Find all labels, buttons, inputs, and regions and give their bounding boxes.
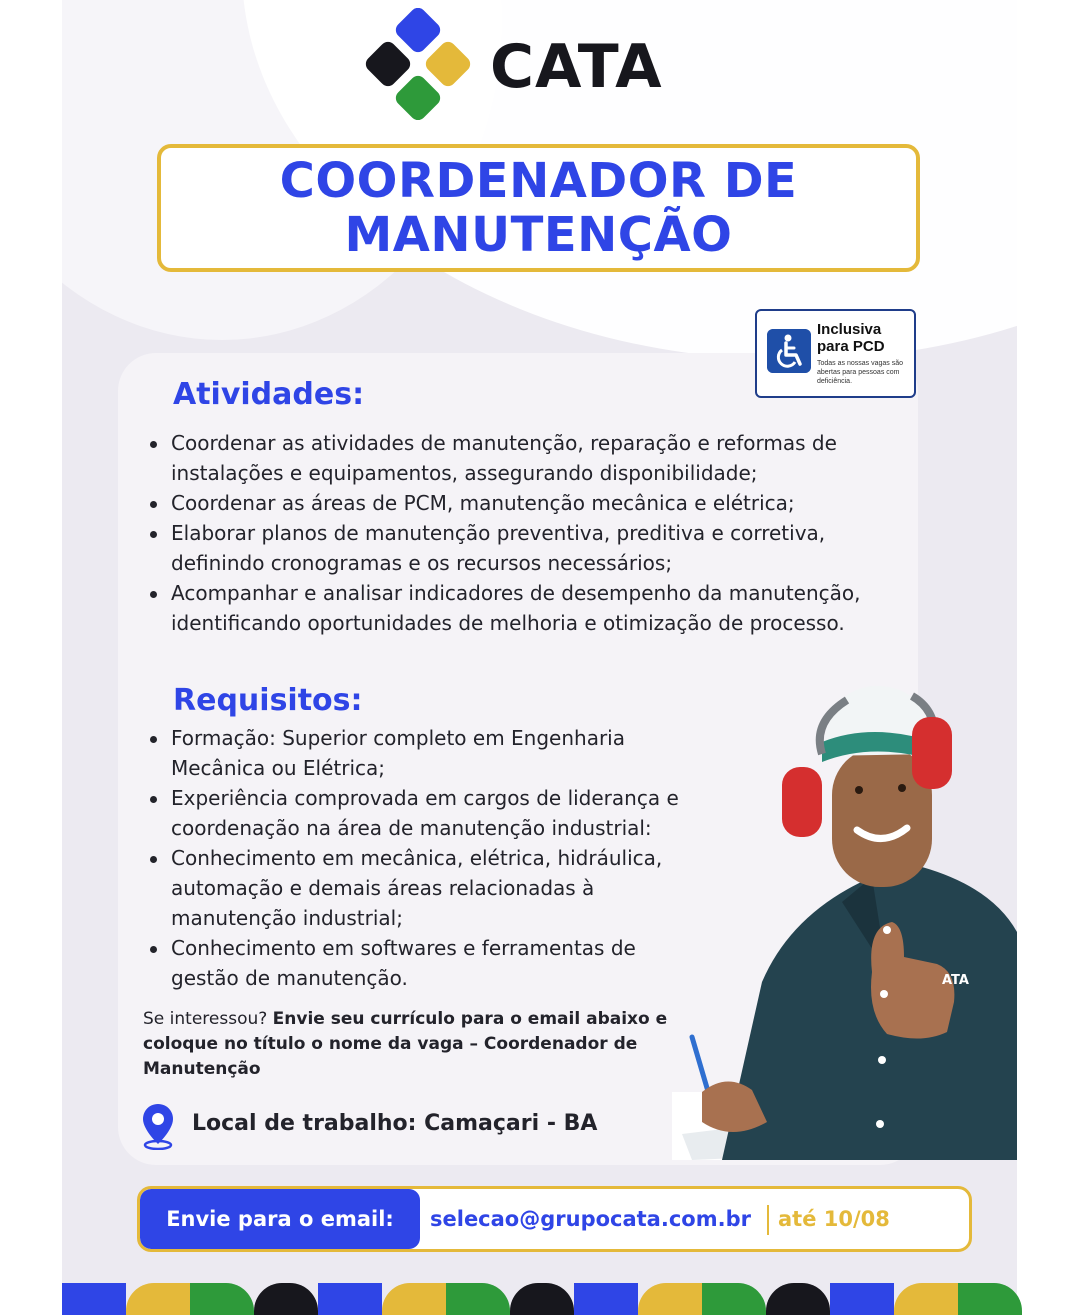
list-item: Coordenar as atividades de manutenção, reparação e reformas de instalações e equipamentos, assegurando disponibilidade; bbox=[147, 428, 877, 488]
worker-photo bbox=[672, 672, 1017, 1160]
email-address-link[interactable]: selecao@grupocata.com.br bbox=[430, 1207, 751, 1231]
job-title-line-1: COORDENADOR DE bbox=[279, 153, 798, 209]
list-item: Elaborar planos de manutenção preventiva, preditiva e corretiva, definindo cronogramas e os recursos necessários; bbox=[147, 518, 877, 578]
cata-logo-icon bbox=[362, 8, 474, 120]
email-label: Envie para o email: bbox=[140, 1189, 420, 1249]
work-location: Local de trabalho: Camaçari - BA bbox=[192, 1111, 598, 1136]
cta-lead: Se interessou? bbox=[143, 1009, 273, 1029]
list-item: Formação: Superior completo em Engenharia Mecânica ou Elétrica; bbox=[147, 723, 702, 783]
pattern-tile bbox=[894, 1283, 958, 1315]
wheelchair-icon bbox=[767, 329, 811, 373]
pattern-tile bbox=[62, 1283, 126, 1315]
pattern-tile bbox=[574, 1283, 638, 1315]
activities-heading: Atividades: bbox=[173, 377, 365, 412]
pattern-tile bbox=[318, 1283, 382, 1315]
list-item: Conhecimento em mecânica, elétrica, hidráulica, automação e demais áreas relacionadas à manutenção industrial; bbox=[147, 843, 702, 933]
application-deadline: até 10/08 bbox=[778, 1207, 890, 1231]
requirements-heading: Requisitos: bbox=[173, 683, 363, 718]
application-instructions bbox=[143, 1007, 688, 1082]
brand-logo bbox=[362, 8, 682, 120]
pattern-tile bbox=[958, 1283, 1022, 1315]
pcd-title: Inclusiva bbox=[817, 321, 882, 338]
list-item: Coordenar as áreas de PCM, manutenção mecânica e elétrica; bbox=[147, 488, 877, 518]
pattern-tile bbox=[830, 1283, 894, 1315]
pattern-tile bbox=[638, 1283, 702, 1315]
pattern-tile bbox=[126, 1283, 190, 1315]
list-item: Acompanhar e analisar indicadores de desempenho da manutenção, identificando oportunidades de melhoria e otimização de processo. bbox=[147, 578, 877, 638]
activities-list bbox=[147, 428, 877, 638]
pcd-subtitle: para PCD bbox=[817, 338, 885, 355]
pcd-badge bbox=[755, 309, 916, 398]
pattern-tile bbox=[510, 1283, 574, 1315]
job-title-box bbox=[157, 144, 920, 272]
cta-bold: Envie seu currículo para o email abaixo e coloque no título o nome da vaga – Coordenador de Manutenção bbox=[143, 1009, 668, 1079]
job-title-line-2: MANUTENÇÃO bbox=[344, 207, 733, 263]
requirements-list bbox=[147, 723, 702, 993]
list-item: Conhecimento em softwares e ferramentas de gestão de manutenção. bbox=[147, 933, 702, 993]
location-pin-icon bbox=[140, 1102, 176, 1150]
pattern-tile bbox=[702, 1283, 766, 1315]
pattern-tile bbox=[254, 1283, 318, 1315]
bottom-pattern bbox=[62, 1283, 1017, 1315]
pattern-tile bbox=[446, 1283, 510, 1315]
divider bbox=[767, 1205, 769, 1235]
brand-name: CATA bbox=[490, 32, 663, 102]
pattern-tile bbox=[382, 1283, 446, 1315]
list-item: Experiência comprovada em cargos de liderança e coordenação na área de manutenção industrial: bbox=[147, 783, 702, 843]
pcd-note: Todas as nossas vagas são abertas para pessoas com deficiência. bbox=[817, 360, 903, 385]
shirt-logo: ATA bbox=[942, 973, 969, 988]
pattern-tile bbox=[766, 1283, 830, 1315]
pattern-tile bbox=[190, 1283, 254, 1315]
email-bar bbox=[137, 1186, 972, 1252]
